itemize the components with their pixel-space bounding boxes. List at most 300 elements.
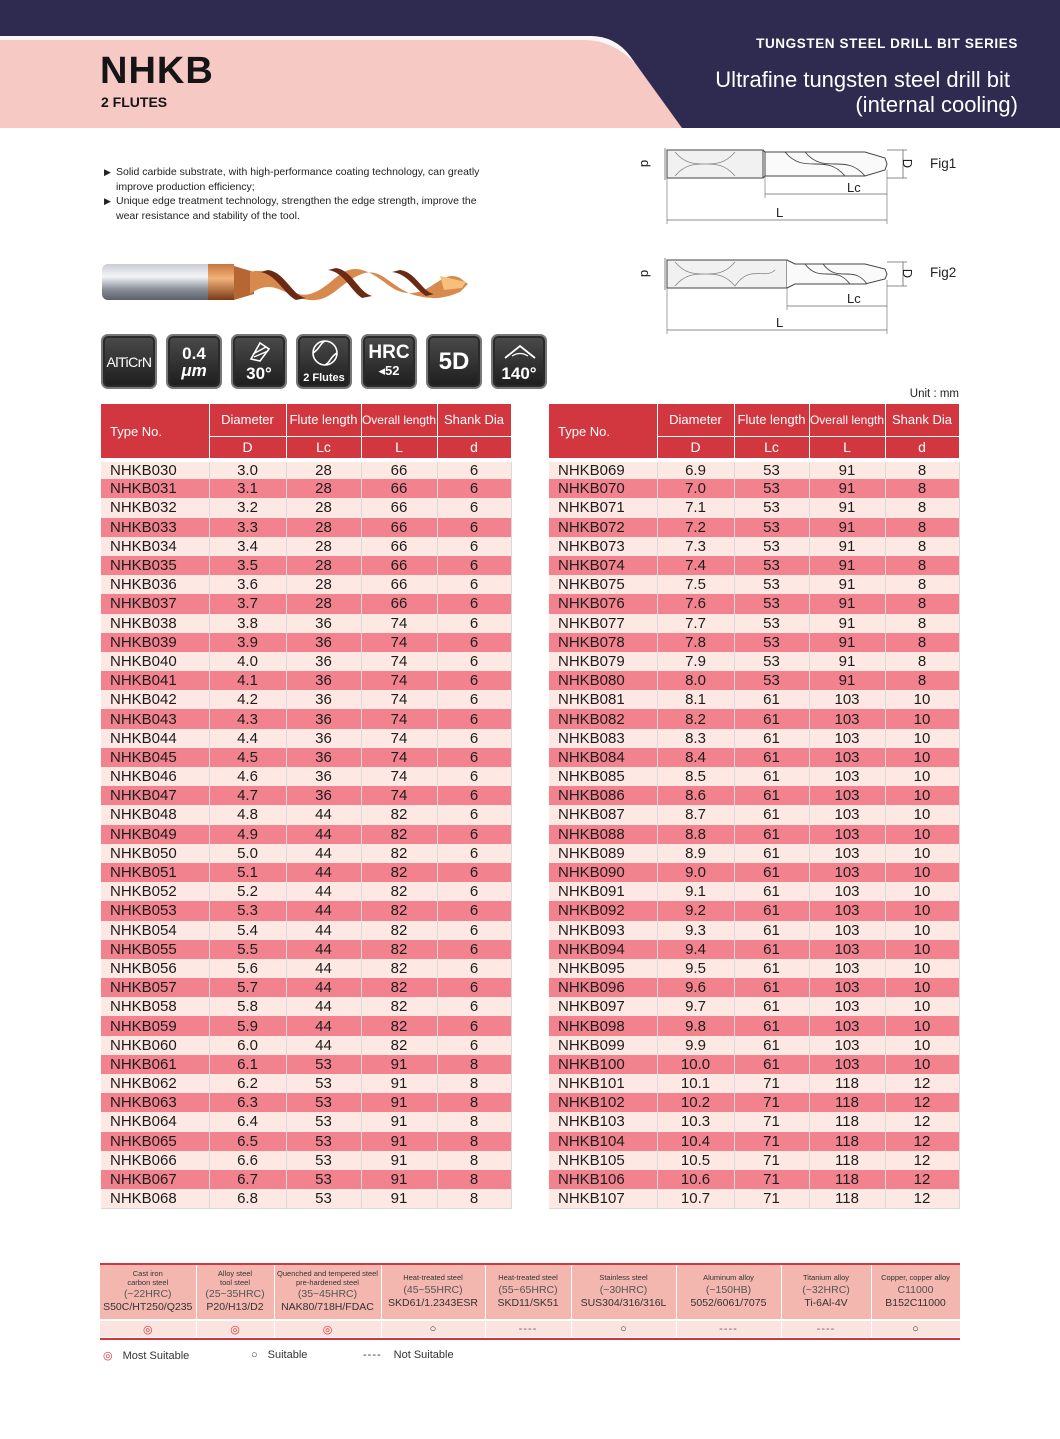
material-name: Heat-treated steel <box>498 1273 558 1283</box>
table-row <box>101 940 511 959</box>
diameter-cell: 8.6 <box>657 786 734 805</box>
diameter-cell: 9.9 <box>657 1036 734 1055</box>
overall-length-cell: 74 <box>361 671 437 690</box>
flute-length-cell: 61 <box>734 882 809 901</box>
flute-length-cell: 44 <box>286 1036 361 1055</box>
material-subname: carbon steel <box>127 1277 169 1287</box>
table-row <box>101 1112 511 1131</box>
overall-length-cell: 91 <box>809 671 885 690</box>
type-no-cell: NHKB097 <box>549 997 657 1016</box>
not-suitable-icon: ---- <box>363 1349 382 1361</box>
overall-length-cell: 91 <box>809 556 885 575</box>
type-no-cell: NHKB067 <box>101 1170 209 1189</box>
flute-length-cell: 61 <box>734 1036 809 1055</box>
diameter-cell: 10.1 <box>657 1074 734 1093</box>
most-suitable-icon: ◎ <box>103 1350 113 1362</box>
shank-dia-cell: 10 <box>885 1016 959 1035</box>
overall-length-cell: 118 <box>809 1074 885 1093</box>
type-no-cell: NHKB088 <box>549 825 657 844</box>
shank-dia-cell: 6 <box>437 709 511 728</box>
table-row <box>549 633 959 652</box>
type-no-cell: NHKB099 <box>549 1036 657 1055</box>
type-no-cell: NHKB105 <box>549 1151 657 1170</box>
flute-length-cell: 53 <box>286 1151 361 1170</box>
type-no-cell: NHKB082 <box>549 709 657 728</box>
flute-length-cell: 61 <box>734 1055 809 1074</box>
shank-dia-cell: 6 <box>437 614 511 633</box>
suitability-cell: ○ <box>871 1320 960 1337</box>
diameter-cell: 5.8 <box>209 997 286 1016</box>
type-no-cell: NHKB079 <box>549 652 657 671</box>
table-row <box>101 1016 511 1035</box>
flute-length-cell: 28 <box>286 498 361 517</box>
header-symbol-d: d <box>437 436 511 460</box>
flute-length-cell: 71 <box>734 1132 809 1151</box>
shank-dia-cell: 10 <box>885 690 959 709</box>
table-row <box>549 997 959 1016</box>
shank-dia-cell: 6 <box>437 479 511 498</box>
flute-length-cell: 44 <box>286 1016 361 1035</box>
diameter-cell: 9.4 <box>657 940 734 959</box>
shank-dia-cell: 8 <box>885 498 959 517</box>
diameter-cell: 4.7 <box>209 786 286 805</box>
table-row <box>101 825 511 844</box>
shank-dia-cell: 6 <box>437 959 511 978</box>
overall-length-cell: 103 <box>809 1016 885 1035</box>
diameter-cell: 4.1 <box>209 671 286 690</box>
type-no-cell: NHKB062 <box>101 1074 209 1093</box>
shank-dia-cell: 10 <box>885 767 959 786</box>
shank-dia-cell: 12 <box>885 1112 959 1131</box>
overall-length-cell: 103 <box>809 978 885 997</box>
diameter-cell: 6.8 <box>209 1189 286 1208</box>
shank-dia-cell: 6 <box>437 978 511 997</box>
flute-length-cell: 53 <box>286 1074 361 1093</box>
shank-dia-cell: 10 <box>885 940 959 959</box>
flute-length-cell: 36 <box>286 652 361 671</box>
table-row <box>101 844 511 863</box>
overall-length-cell: 82 <box>361 940 437 959</box>
type-no-cell: NHKB066 <box>101 1151 209 1170</box>
flute-length-cell: 36 <box>286 633 361 652</box>
diameter-cell: 9.0 <box>657 863 734 882</box>
material-cell <box>485 1265 571 1320</box>
diameter-cell: 4.0 <box>209 652 286 671</box>
diameter-cell: 5.1 <box>209 863 286 882</box>
type-no-cell: NHKB069 <box>549 460 657 479</box>
legend-most-suitable: ◎ Most Suitable <box>103 1350 190 1362</box>
type-no-cell: NHKB074 <box>549 556 657 575</box>
diameter-cell: 6.3 <box>209 1093 286 1112</box>
type-no-cell: NHKB072 <box>549 518 657 537</box>
overall-length-cell: 118 <box>809 1132 885 1151</box>
flute-length-cell: 61 <box>734 748 809 767</box>
shank-dia-cell: 6 <box>437 556 511 575</box>
diameter-cell: 6.2 <box>209 1074 286 1093</box>
diameter-cell: 4.2 <box>209 690 286 709</box>
type-no-cell: NHKB057 <box>101 978 209 997</box>
shank-dia-cell: 6 <box>437 863 511 882</box>
shank-dia-cell: 6 <box>437 767 511 786</box>
type-no-cell: NHKB103 <box>549 1112 657 1131</box>
shank-dia-cell: 8 <box>437 1132 511 1151</box>
type-no-cell: NHKB068 <box>101 1189 209 1208</box>
material-name: Quenched and tempered steel <box>277 1269 378 1278</box>
table-row <box>101 633 511 652</box>
diameter-cell: 6.9 <box>657 460 734 479</box>
type-no-cell: NHKB036 <box>101 575 209 594</box>
type-no-cell: NHKB096 <box>549 978 657 997</box>
material-cell <box>676 1265 781 1320</box>
type-no-cell: NHKB045 <box>101 748 209 767</box>
type-no-cell: NHKB054 <box>101 921 209 940</box>
type-no-cell: NHKB092 <box>549 901 657 920</box>
material-cell <box>381 1265 485 1320</box>
shank-dia-cell: 6 <box>437 844 511 863</box>
material-name: Titanium alloy <box>803 1273 849 1283</box>
shank-dia-cell: 8 <box>885 556 959 575</box>
diameter-cell: 10.7 <box>657 1189 734 1208</box>
table-row <box>101 652 511 671</box>
flute-length-cell: 61 <box>734 997 809 1016</box>
diameter-cell: 4.3 <box>209 709 286 728</box>
type-no-cell: NHKB030 <box>101 460 209 479</box>
table-row <box>101 805 511 824</box>
table-row <box>101 614 511 633</box>
table-row <box>101 518 511 537</box>
diameter-cell: 8.8 <box>657 825 734 844</box>
flute-count: 2 FLUTES <box>101 94 168 110</box>
diameter-cell: 3.6 <box>209 575 286 594</box>
diameter-cell: 7.2 <box>657 518 734 537</box>
table-row <box>101 1055 511 1074</box>
shank-dia-cell: 8 <box>437 1055 511 1074</box>
flute-length-cell: 44 <box>286 825 361 844</box>
header-symbol-L: L <box>809 436 885 460</box>
diameter-cell: 9.7 <box>657 997 734 1016</box>
overall-length-cell: 103 <box>809 709 885 728</box>
flute-length-cell: 71 <box>734 1151 809 1170</box>
header-banner <box>0 0 1060 128</box>
table-row <box>549 479 959 498</box>
material-name: Copper, copper alloy <box>881 1273 950 1283</box>
shank-dia-cell: 10 <box>885 844 959 863</box>
shank-dia-cell: 12 <box>885 1189 959 1208</box>
flute-length-cell: 36 <box>286 690 361 709</box>
flute-length-cell: 28 <box>286 556 361 575</box>
material-grades: Ti-6Al-4V <box>804 1296 848 1309</box>
figure-1-drawing <box>655 140 915 225</box>
table-row <box>549 1016 959 1035</box>
flute-length-cell: 61 <box>734 805 809 824</box>
shank-dia-cell: 8 <box>885 460 959 479</box>
shank-dia-cell: 8 <box>885 614 959 633</box>
header-diameter: Diameter <box>209 404 286 436</box>
flute-length-cell: 44 <box>286 882 361 901</box>
type-no-cell: NHKB040 <box>101 652 209 671</box>
type-no-cell: NHKB106 <box>549 1170 657 1189</box>
table-row <box>549 1189 959 1208</box>
grain-size-badge: 0.4 μm <box>166 334 222 389</box>
type-no-cell: NHKB050 <box>101 844 209 863</box>
diameter-cell: 6.5 <box>209 1132 286 1151</box>
table-row <box>101 767 511 786</box>
type-no-cell: NHKB060 <box>101 1036 209 1055</box>
diameter-cell: 7.9 <box>657 652 734 671</box>
flute-length-cell: 53 <box>734 633 809 652</box>
flute-length-cell: 53 <box>286 1112 361 1131</box>
overall-length-cell: 91 <box>809 460 885 479</box>
fig2-dim-D: D <box>900 268 916 279</box>
flute-length-cell: 71 <box>734 1189 809 1208</box>
material-subname: tool steel <box>219 1277 251 1287</box>
diameter-cell: 3.5 <box>209 556 286 575</box>
overall-length-cell: 91 <box>809 498 885 517</box>
diameter-cell: 3.3 <box>209 518 286 537</box>
flute-length-cell: 61 <box>734 940 809 959</box>
shank-dia-cell: 8 <box>885 479 959 498</box>
type-no-cell: NHKB102 <box>549 1093 657 1112</box>
material-name: Cast iron <box>132 1269 163 1278</box>
type-no-cell: NHKB061 <box>101 1055 209 1074</box>
flute-length-cell: 61 <box>734 1016 809 1035</box>
type-no-cell: NHKB053 <box>101 901 209 920</box>
table-row <box>549 901 959 920</box>
diameter-cell: 8.3 <box>657 729 734 748</box>
diameter-cell: 7.6 <box>657 594 734 613</box>
diameter-cell: 8.2 <box>657 709 734 728</box>
type-no-cell: NHKB044 <box>101 729 209 748</box>
flute-length-cell: 71 <box>734 1170 809 1189</box>
flute-length-cell: 53 <box>734 652 809 671</box>
flute-length-cell: 44 <box>286 805 361 824</box>
diameter-cell: 7.0 <box>657 479 734 498</box>
diameter-cell: 3.1 <box>209 479 286 498</box>
material-hardness: (~150HB) <box>705 1283 752 1296</box>
table-row <box>549 1170 959 1189</box>
fig1-dim-d: d <box>638 159 654 168</box>
type-no-cell: NHKB100 <box>549 1055 657 1074</box>
shank-dia-cell: 8 <box>885 575 959 594</box>
overall-length-cell: 74 <box>361 633 437 652</box>
model-name: NHKB <box>100 50 214 92</box>
table-row <box>549 1151 959 1170</box>
table-row <box>101 1074 511 1093</box>
diameter-cell: 9.6 <box>657 978 734 997</box>
overall-length-cell: 91 <box>361 1151 437 1170</box>
flute-length-cell: 61 <box>734 690 809 709</box>
table-row <box>549 729 959 748</box>
overall-length-cell: 66 <box>361 594 437 613</box>
shank-dia-cell: 8 <box>885 652 959 671</box>
table-row <box>101 921 511 940</box>
diameter-cell: 5.4 <box>209 921 286 940</box>
type-no-cell: NHKB070 <box>549 479 657 498</box>
overall-length-cell: 82 <box>361 901 437 920</box>
type-no-cell: NHKB058 <box>101 997 209 1016</box>
type-no-cell: NHKB051 <box>101 863 209 882</box>
overall-length-cell: 91 <box>809 575 885 594</box>
overall-length-cell: 103 <box>809 825 885 844</box>
suitability-cell: ○ <box>381 1320 485 1337</box>
legend-not-suitable: ---- Not Suitable <box>363 1349 454 1361</box>
material-hardness: (~30HRC) <box>599 1283 648 1296</box>
shank-dia-cell: 10 <box>885 748 959 767</box>
depth-badge: 5D <box>426 334 482 389</box>
header-flute-length: Flute length <box>734 404 809 436</box>
table-row <box>549 671 959 690</box>
table-row <box>549 825 959 844</box>
table-row <box>101 786 511 805</box>
type-no-cell: NHKB098 <box>549 1016 657 1035</box>
point-angle-icon <box>503 342 537 360</box>
material-name: Heat-treated steel <box>403 1273 463 1283</box>
type-no-cell: NHKB039 <box>101 633 209 652</box>
table-row <box>549 594 959 613</box>
shank-dia-cell: 8 <box>437 1170 511 1189</box>
fig2-dim-d: d <box>638 269 654 278</box>
shank-dia-cell: 10 <box>885 863 959 882</box>
shank-dia-cell: 12 <box>885 1074 959 1093</box>
spec-badges <box>101 334 547 389</box>
table-row <box>101 729 511 748</box>
shank-dia-cell: 6 <box>437 805 511 824</box>
shank-dia-cell: 6 <box>437 748 511 767</box>
type-no-cell: NHKB076 <box>549 594 657 613</box>
overall-length-cell: 82 <box>361 921 437 940</box>
table-row <box>549 537 959 556</box>
overall-length-cell: 103 <box>809 863 885 882</box>
overall-length-cell: 103 <box>809 844 885 863</box>
diameter-cell: 4.8 <box>209 805 286 824</box>
diameter-cell: 10.5 <box>657 1151 734 1170</box>
table-row <box>549 805 959 824</box>
shank-dia-cell: 10 <box>885 786 959 805</box>
flute-length-cell: 44 <box>286 844 361 863</box>
diameter-cell: 4.9 <box>209 825 286 844</box>
shank-dia-cell: 12 <box>885 1170 959 1189</box>
diameter-cell: 3.7 <box>209 594 286 613</box>
flute-length-cell: 28 <box>286 479 361 498</box>
table-row <box>549 460 959 479</box>
shank-dia-cell: 10 <box>885 882 959 901</box>
flute-length-cell: 61 <box>734 901 809 920</box>
shank-dia-cell: 6 <box>437 901 511 920</box>
overall-length-cell: 91 <box>361 1170 437 1189</box>
header-symbol-d: d <box>885 436 959 460</box>
flute-length-cell: 61 <box>734 786 809 805</box>
diameter-cell: 5.5 <box>209 940 286 959</box>
flute-length-cell: 53 <box>734 556 809 575</box>
table-row <box>549 863 959 882</box>
flute-length-cell: 36 <box>286 614 361 633</box>
overall-length-cell: 82 <box>361 882 437 901</box>
table-row <box>549 556 959 575</box>
shank-dia-cell: 6 <box>437 1016 511 1035</box>
shank-dia-cell: 8 <box>437 1189 511 1208</box>
table-row <box>549 518 959 537</box>
overall-length-cell: 103 <box>809 959 885 978</box>
overall-length-cell: 91 <box>809 633 885 652</box>
shank-dia-cell: 8 <box>437 1093 511 1112</box>
diameter-cell: 5.3 <box>209 901 286 920</box>
flute-length-cell: 28 <box>286 460 361 479</box>
type-no-cell: NHKB087 <box>549 805 657 824</box>
shank-dia-cell: 8 <box>437 1112 511 1131</box>
fig1-dim-Lc: Lc <box>847 180 861 195</box>
shank-dia-cell: 6 <box>437 518 511 537</box>
diameter-cell: 6.0 <box>209 1036 286 1055</box>
material-cell <box>571 1265 676 1320</box>
table-row <box>101 1132 511 1151</box>
spec-table-right <box>549 404 960 1209</box>
shank-dia-cell: 10 <box>885 997 959 1016</box>
header-type-no: Type No. <box>101 404 209 460</box>
type-no-cell: NHKB081 <box>549 690 657 709</box>
flute-length-cell: 53 <box>734 498 809 517</box>
diameter-cell: 6.4 <box>209 1112 286 1131</box>
diameter-cell: 8.5 <box>657 767 734 786</box>
diameter-cell: 7.8 <box>657 633 734 652</box>
table-row <box>549 498 959 517</box>
overall-length-cell: 91 <box>361 1112 437 1131</box>
shank-dia-cell: 6 <box>437 690 511 709</box>
overall-length-cell: 74 <box>361 614 437 633</box>
diameter-cell: 3.9 <box>209 633 286 652</box>
type-no-cell: NHKB083 <box>549 729 657 748</box>
flute-length-cell: 44 <box>286 978 361 997</box>
diameter-cell: 10.0 <box>657 1055 734 1074</box>
overall-length-cell: 91 <box>809 594 885 613</box>
material-table-bottom-rule <box>100 1338 960 1340</box>
shank-dia-cell: 10 <box>885 901 959 920</box>
shank-dia-cell: 6 <box>437 940 511 959</box>
shank-dia-cell: 6 <box>437 825 511 844</box>
shank-dia-cell: 6 <box>437 1036 511 1055</box>
feature-item: ▶ Unique edge treatment technology, strengthen the edge strength, improve the wear resistance and stability of the tool. <box>104 195 477 222</box>
overall-length-cell: 91 <box>809 652 885 671</box>
flute-length-cell: 71 <box>734 1112 809 1131</box>
overall-length-cell: 66 <box>361 518 437 537</box>
type-no-cell: NHKB095 <box>549 959 657 978</box>
material-grades: P20/H13/D2 <box>206 1301 264 1313</box>
flute-length-cell: 44 <box>286 997 361 1016</box>
flute-length-cell: 53 <box>734 518 809 537</box>
shank-dia-cell: 6 <box>437 537 511 556</box>
diameter-cell: 8.4 <box>657 748 734 767</box>
flute-length-cell: 61 <box>734 978 809 997</box>
diameter-cell: 3.4 <box>209 537 286 556</box>
material-name: Stainless steel <box>599 1273 648 1283</box>
flute-length-cell: 53 <box>286 1170 361 1189</box>
type-no-cell: NHKB041 <box>101 671 209 690</box>
type-no-cell: NHKB032 <box>101 498 209 517</box>
table-row <box>549 844 959 863</box>
material-hardness: C11000 <box>897 1283 934 1296</box>
table-row <box>549 921 959 940</box>
table-row <box>101 690 511 709</box>
shank-dia-cell: 8 <box>437 1074 511 1093</box>
overall-length-cell: 74 <box>361 767 437 786</box>
shank-dia-cell: 6 <box>437 729 511 748</box>
fig2-dim-L: L <box>776 315 784 330</box>
shank-dia-cell: 6 <box>437 594 511 613</box>
overall-length-cell: 82 <box>361 1036 437 1055</box>
diameter-cell: 8.9 <box>657 844 734 863</box>
type-no-cell: NHKB089 <box>549 844 657 863</box>
diameter-cell: 9.1 <box>657 882 734 901</box>
table-row <box>101 1170 511 1189</box>
